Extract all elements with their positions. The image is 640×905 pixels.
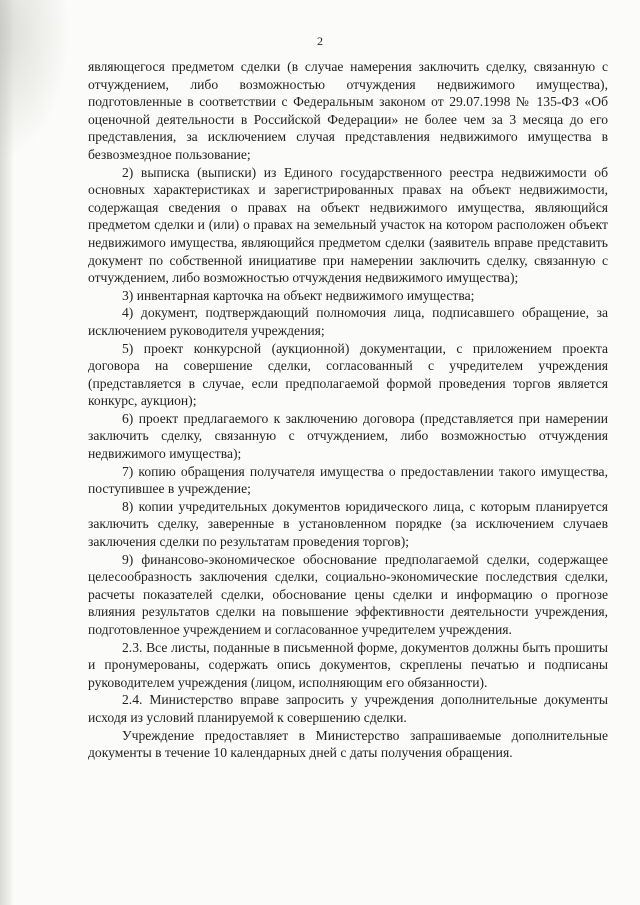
paragraph: 2) выписка (выписки) из Единого государственного реестра недвижимости об основных характеристиках и зарегистрированных правах на объект недвижимости, содержащая сведения о правах на объект недвижимого имущества, являющийся предметом сделки и (или) о правах на земельный участок на котором расположен объект недвижимого имущества, являющийся предметом сделки (заявитель вправе представить документ по собственной инициативе при намерении заключить сделку, связанную с отчуждением, либо возможностью отчуждения недвижимого имущества); <box>88 164 608 286</box>
paragraph: 3) инвентарная карточка на объект недвижимого имущества; <box>122 287 475 303</box>
paragraph: 2.3. Все листы, поданные в письменной форме, документов должны быть прошиты и пронумерованы, содержать опись документов, скреплены печатью и подписаны руководителем учреждения (лицом, исполняющим его обязанности). <box>88 639 608 690</box>
paragraph: 5) проект конкурсной (аукционной) документации, с приложением проекта договора на совершение сделки, согласованный с учредителем учреждения (представляется в случае, если предполагаемой формой проведения торгов является конкурс, аукцион); <box>88 340 608 409</box>
scan-shadow-corner <box>0 0 70 160</box>
paragraph: 7) копию обращения получателя имущества о предоставлении такого имущества, поступившее в учреждение; <box>88 463 608 497</box>
paragraph: 9) финансово-экономическое обоснование предполагаемой сделки, содержащее целесообразность заключения сделки, социально-экономические последствия сделки, расчеты показателей сделки, обоснование цены сделки и информацию о прогнозе влияния результатов сделки на повышение эффективности деятельности учреждения, подготовленное учреждением и согласованное учредителем учреждения. <box>88 551 608 637</box>
paragraph: 6) проект предлагаемого к заключению договора (представляется при намерении заключить сделку, связанную с отчуждением, либо возможностью отчуждения недвижимого имущества); <box>88 410 608 462</box>
paragraph: 8) копии учредительных документов юридического лица, с которым планируется заключить сделку, заверенные в установленном порядке (за исключением случаев заключения сделки по результатам проведения торгов); <box>88 498 608 550</box>
paragraph: 2.4. Министерство вправе запросить у учреждения дополнительные документы исходя из условий планируемой к совершению сделки. <box>88 692 608 725</box>
paragraph: 4) документ, подтверждающий полномочия лица, подписавшего обращение, за исключением руководителя учреждения; <box>88 305 608 338</box>
document-body <box>88 58 608 762</box>
paragraph: Учреждение предоставляет в Министерство запрашиваемые дополнительные документы в течение 10 календарных дней с даты получения обращения. <box>88 727 608 761</box>
paragraph: являющегося предметом сделки (в случае намерения заключить сделку, связанную с отчуждением, либо возможностью отчуждения недвижимого имущества), подготовленные в соответствии с Федеральным законом от 29.07.1998 № 135-ФЗ «Об оценочной деятельности в Российской Федерации» не более чем за 3 месяца до его представления, за исключением случая представления недвижимого имущества в безвозмездное пользование; <box>88 59 608 162</box>
page-number: 2 <box>317 34 323 48</box>
